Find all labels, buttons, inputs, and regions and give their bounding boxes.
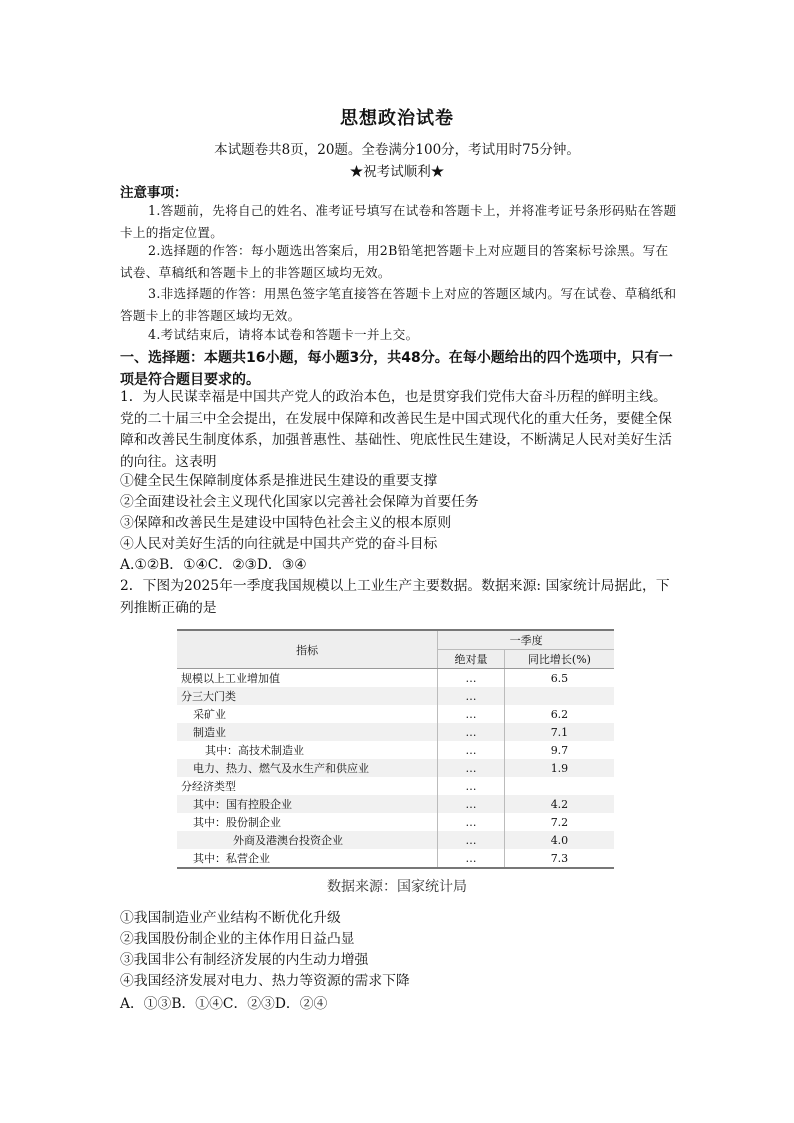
table-row [177,705,614,723]
row-growth [504,777,614,795]
row-growth [504,687,614,705]
row-absolute: … [438,777,505,795]
row-label: 分三大门类 [181,690,236,703]
row-label: 其中：国有控股企业 [193,798,292,811]
note-item-4: 4.考试结束后，请将本试卷和答题卡一并上交。 [148,327,419,342]
question-1-stem: 1．为人民谋幸福是中国共产党人的政治本色，也是贯穿我们党伟大奋斗历程的鲜明主线。党的二十届三中全会提出，在发展中保障和改善民生是中国式现代化的重大任务，要健全保障和改善民生制度体系，加强普惠性、基础性、兜底性民生建设，不断满足人民对美好生活的向往。这表明 [120,389,672,470]
question-1-choices: A.①②B．①④C．②③D．③④ [120,557,307,573]
row-absolute: … [438,795,505,813]
row-growth: 4.2 [504,795,614,813]
table-row [177,687,614,705]
note-item-2: 2.选择题的作答：每小题选出答案后，用2B铅笔把答题卡上对应题目的答案标号涂黑。写在试卷、草稿纸和答题卡上的非答题区域均无效。 [120,243,669,280]
question-2-stem: 2．下图为2025年一季度我国规模以上工业生产主要数据。数据来源: 国家统计局据此，下列推断正确的是 [120,578,670,616]
row-label: 采矿业 [193,708,226,721]
row-growth: 7.3 [504,849,614,868]
row-growth: 9.7 [504,741,614,759]
row-absolute: … [438,831,505,849]
exam-info: 本试题卷共8页，20题。全卷满分100分，考试用时75分钟。 [214,142,580,158]
question-2-statement-1: ①我国制造业产业结构不断优化升级 [120,910,341,926]
table-row [177,741,614,759]
question-2-statement-3: ③我国非公有制经济发展的内生动力增强 [120,952,369,968]
section-heading: 一、选择题：本题共16小题，每小题3分，共48分。在每小题给出的四个选项中，只有一项是符合题目要求的。 [120,350,673,388]
row-growth: 4.0 [504,831,614,849]
row-growth: 7.2 [504,813,614,831]
row-label: 分经济类型 [181,780,236,793]
table-row [177,849,614,868]
row-absolute: … [438,669,505,688]
table-row [177,777,614,795]
question-1-statement-2: ②全面建设社会主义现代化国家以完善社会保障为首要任务 [120,494,479,510]
row-absolute: … [438,759,505,777]
row-absolute: … [438,849,505,868]
row-label: 其中：股份制企业 [193,816,281,829]
table-caption: 数据来源：国家统计局 [327,879,467,895]
row-label: 其中：私营企业 [177,849,438,868]
page-title: 思想政治试卷 [340,108,454,129]
good-luck-line: ★祝考试顺利★ [349,164,445,180]
table-row [177,813,614,831]
row-absolute: … [438,813,505,831]
table-row [177,795,614,813]
row-label: 外商及港澳台投资企业 [233,834,343,847]
row-growth: 6.2 [504,705,614,723]
row-absolute: … [438,723,505,741]
table-header-growth: 同比增长(%) [504,650,614,669]
question-1-statement-4: ④人民对美好生活的向往就是中国共产党的奋斗目标 [120,536,438,552]
table-row [177,759,614,777]
question-1-statement-3: ③保障和改善民生是建设中国特色社会主义的根本原则 [120,515,452,531]
row-absolute: … [438,741,505,759]
table-row [177,669,614,688]
question-2-statement-2: ②我国股份制企业的主体作用日益凸显 [120,931,355,947]
row-growth: 6.5 [504,669,614,688]
table-header-absolute: 绝对量 [438,650,505,669]
question-2-statement-4: ④我国经济发展对电力、热力等资源的需求下降 [120,973,410,989]
question-1-statement-1: ①健全民生保障制度体系是推进民生建设的重要支撑 [120,473,438,489]
notes-heading: 注意事项： [120,185,188,201]
row-label: 制造业 [193,726,226,739]
table-header-indicator: 指标 [177,630,438,669]
question-2-choices: A．①③B．①④C．②③D．②④ [120,996,328,1012]
table-row [177,831,614,849]
row-absolute: … [438,687,505,705]
industry-data-table [177,629,614,869]
note-item-1: 1.答题前，先将自己的姓名、准考证号填写在试卷和答题卡上，并将准考证号条形码贴在答题卡上的指定位置。 [120,203,677,240]
row-label: 其中：高技术制造业 [205,744,304,757]
row-growth: 1.9 [504,759,614,777]
row-label: 规模以上工业增加值 [181,672,280,685]
row-growth: 7.1 [504,723,614,741]
row-label: 电力、热力、燃气及水生产和供应业 [193,762,369,775]
table-row [177,723,614,741]
table-header-quarter: 一季度 [438,630,614,650]
row-absolute: … [438,705,505,723]
note-item-3: 3.非选择题的作答：用黑色签字笔直接答在答题卡上对应的答题区域内。写在试卷、草稿纸和答题卡上的非答题区域均无效。 [120,286,677,323]
